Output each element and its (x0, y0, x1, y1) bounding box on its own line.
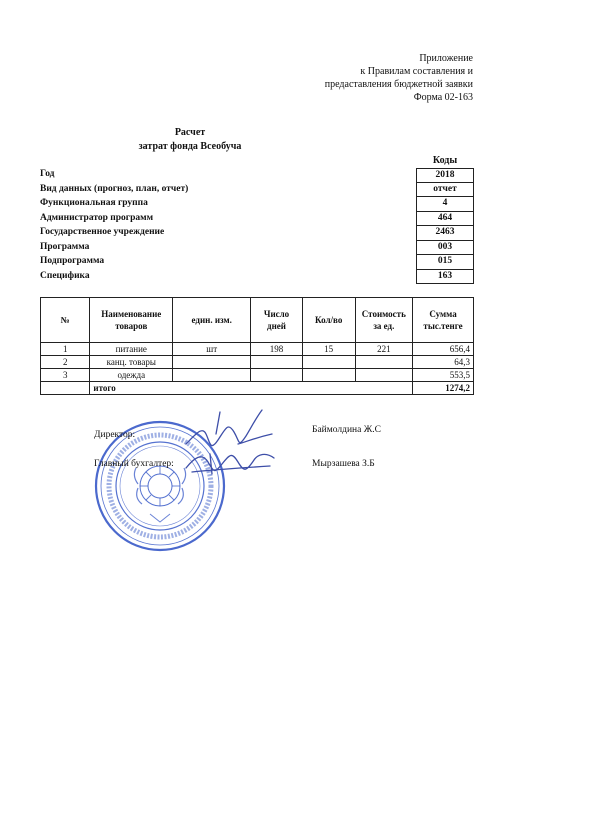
cell-cost: 221 (355, 343, 412, 356)
meta-fields (40, 168, 474, 284)
cell-name: одежда (90, 369, 173, 382)
director-name: Баймолдина Ж.С (312, 425, 381, 435)
director-label: Директор: (94, 430, 136, 440)
table-row (41, 343, 474, 356)
expense-table (40, 297, 474, 395)
document-title (40, 126, 340, 154)
table-header-row (41, 298, 474, 343)
cell-cost (355, 356, 412, 369)
appendix-line-1: Приложение (419, 53, 473, 64)
col-header-days: Число дней (251, 298, 303, 343)
col-header-num: № (41, 298, 90, 343)
meta-row-functional-group (40, 197, 474, 212)
appendix-line-2: к Правилам составления и (360, 66, 473, 77)
cell-unit: шт (173, 343, 251, 356)
appendix-note (325, 52, 473, 104)
col-header-qty: Кол/во (302, 298, 355, 343)
accountant-label: Главный бухгалтер: (94, 459, 174, 469)
total-row (41, 382, 474, 395)
cell-empty (41, 382, 90, 395)
meta-row-program (40, 241, 474, 256)
cell-sum: 553,5 (413, 369, 474, 382)
meta-label: Государственное учреждение (40, 227, 165, 237)
meta-label: Год (40, 169, 55, 179)
title-line-1: Расчет (174, 127, 206, 138)
meta-code: 003 (416, 241, 474, 256)
cell-days: 198 (251, 343, 303, 356)
meta-row-institution (40, 226, 474, 241)
table-row (41, 356, 474, 369)
cell-unit (173, 356, 251, 369)
meta-label: Подпрограмма (40, 256, 105, 266)
meta-row-administrator (40, 212, 474, 227)
meta-code: 4 (416, 197, 474, 212)
accountant-name: Мырзашева З.Б (312, 459, 375, 469)
meta-row-specific (40, 270, 474, 285)
title-line-2: затрат фонда Всеобуча (138, 141, 242, 152)
cell-sum: 656,4 (413, 343, 474, 356)
meta-label: Вид данных (прогноз, план, отчет) (40, 183, 189, 194)
table-row (41, 369, 474, 382)
meta-code: 2018 (416, 168, 474, 183)
signature-scribble (180, 442, 280, 482)
meta-label: Специфика (40, 270, 90, 281)
total-label: итого (90, 382, 413, 395)
cell-days (251, 356, 303, 369)
cell-sum: 64,3 (413, 356, 474, 369)
cell-days (251, 369, 303, 382)
meta-code: 464 (416, 212, 474, 227)
meta-label: Программа (40, 241, 90, 252)
total-sum: 1274,2 (413, 382, 474, 395)
cell-qty: 15 (302, 343, 355, 356)
cell-qty (302, 356, 355, 369)
cell-name: питание (90, 343, 173, 356)
meta-code: 163 (416, 270, 474, 285)
cell-cost (355, 369, 412, 382)
meta-row-year (40, 168, 474, 183)
appendix-line-3: предаставления бюджетной заявки (324, 79, 473, 90)
meta-row-data-type (40, 183, 474, 198)
cell-name: канц. товары (90, 356, 173, 369)
meta-code: 2463 (416, 226, 474, 241)
meta-code: отчет (416, 183, 474, 198)
form-number: Форма 02-163 (413, 92, 473, 103)
meta-label: Функциональная группа (40, 198, 148, 208)
col-header-cost: Стоимость за ед. (355, 298, 412, 343)
col-header-sum: Сумма тыс.тенге (413, 298, 474, 343)
cell-unit (173, 369, 251, 382)
col-header-unit: един. изм. (173, 298, 251, 343)
cell-num: 2 (41, 356, 90, 369)
cell-num: 3 (41, 369, 90, 382)
cell-qty (302, 369, 355, 382)
col-header-name: Наименование товаров (90, 298, 173, 343)
cell-num: 1 (41, 343, 90, 356)
meta-label: Администратор программ (40, 212, 154, 223)
meta-row-subprogram (40, 255, 474, 270)
codes-header: Коды (432, 155, 458, 166)
meta-code: 015 (416, 255, 474, 270)
